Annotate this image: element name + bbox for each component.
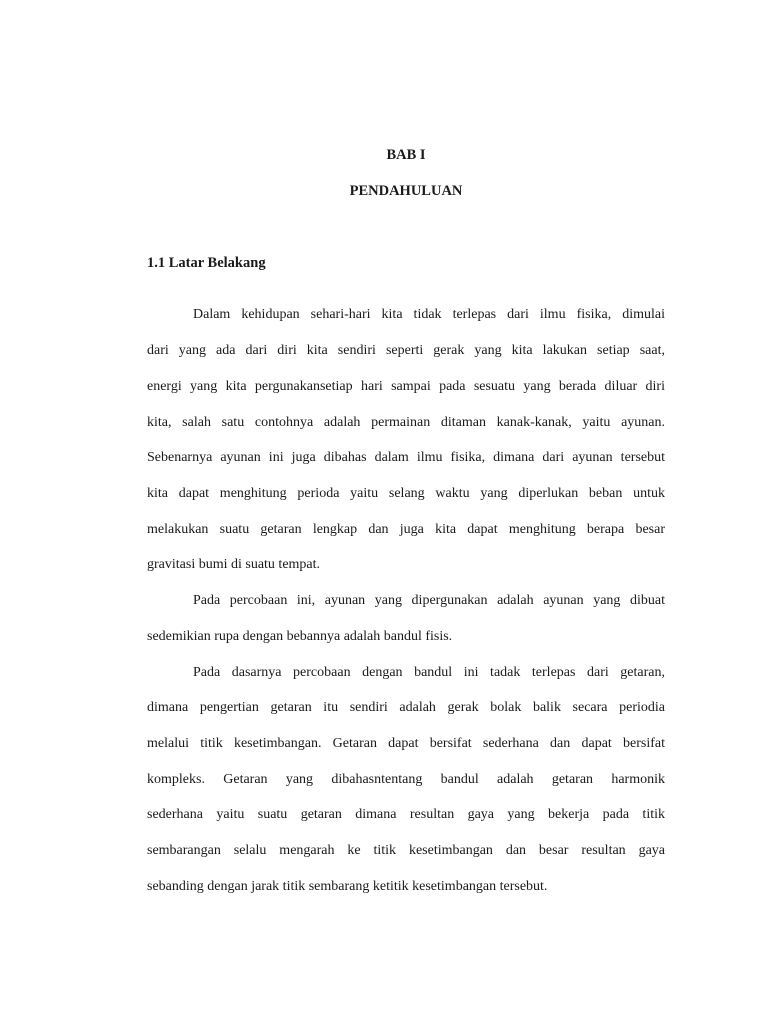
paragraph-line: melakukan suatu getaran lengkap dan juga kita dapat menghitung berapa besar xyxy=(147,522,665,537)
paragraph-line: Sebenarnya ayunan ini juga dibahas dalam ilmu fisika, dimana dari ayunan tersebut xyxy=(147,450,665,465)
chapter-title: PENDAHULUAN xyxy=(349,183,463,199)
paragraph-line: Dalam kehidupan sehari-hari kita tidak terlepas dari ilmu fisika, dimulai xyxy=(193,307,665,322)
paragraph-line: sederhana yaitu suatu getaran dimana resultan gaya yang bekerja pada titik xyxy=(147,807,665,822)
section-heading: 1.1 Latar Belakang xyxy=(147,255,266,271)
paragraph-line: sebanding dengan jarak titik sembarang ketitik kesetimbangan tersebut. xyxy=(147,879,548,894)
paragraph-line: Pada percobaan ini, ayunan yang dipergunakan adalah ayunan yang dibuat xyxy=(193,593,665,608)
paragraph-line: melalui titik kesetimbangan. Getaran dapat bersifat sederhana dan dapat bersifat xyxy=(147,736,665,751)
paragraph-line: dari yang ada dari diri kita sendiri seperti gerak yang kita lakukan setiap saat, xyxy=(147,343,665,358)
paragraph-line: gravitasi bumi di suatu tempat. xyxy=(147,557,321,572)
paragraph-line: Pada dasarnya percobaan dengan bandul ini tadak terlepas dari getaran, xyxy=(193,665,665,680)
paragraph-line: sedemikian rupa dengan bebannya adalah bandul fisis. xyxy=(147,629,453,644)
chapter-number: BAB I xyxy=(386,147,426,163)
paragraph-line: kita, salah satu contohnya adalah permainan ditaman kanak-kanak, yaitu ayunan. xyxy=(147,415,665,430)
paragraph-line: kita dapat menghitung perioda yaitu selang waktu yang diperlukan beban untuk xyxy=(147,486,665,501)
paragraph-line: sembarangan selalu mengarah ke titik kesetimbangan dan besar resultan gaya xyxy=(147,843,665,858)
paragraph-line: kompleks. Getaran yang dibahasntentang bandul adalah getaran harmonik xyxy=(147,772,665,787)
paragraph-line: dimana pengertian getaran itu sendiri adalah gerak bolak balik secara periodia xyxy=(147,700,665,715)
paragraph-line: energi yang kita pergunakansetiap hari sampai pada sesuatu yang berada diluar diri xyxy=(147,379,665,394)
